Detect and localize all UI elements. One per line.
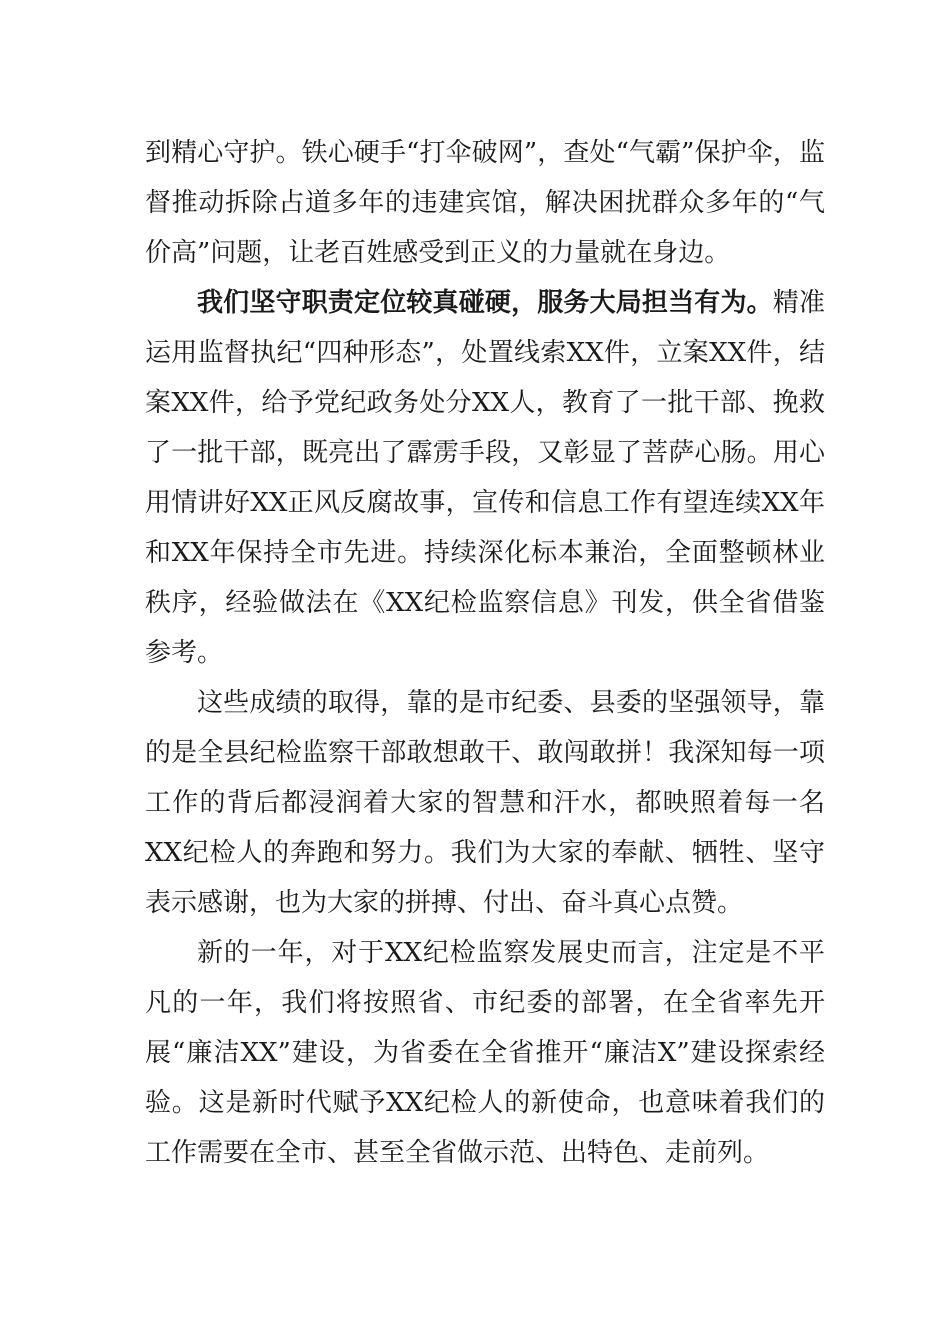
paragraph-1 [145, 128, 825, 278]
paragraph-3 [145, 678, 825, 928]
document-body [145, 128, 825, 1178]
paragraph-1-text: 到精心守护。铁心硬手“打伞破网”，查处“气霸”保护伞，监督推动拆除占道多年的违建宾馆，解决困扰群众多年的“气价高”问题，让老百姓感受到正义的力量就在身边。 [145, 138, 825, 268]
paragraph-2-text: 精准运用监督执纪“四种形态”，处置线索XX件，立案XX件，结案XX件，给予党纪政务处分XX人，教育了一批干部、挽救了一批干部，既亮出了霹雳手段，又彰显了菩萨心肠。用心用情讲好XX正风反腐故事，宣传和信息工作有望连续XX年和XX年保持全市先进。持续深化标本兼治，全面整顿林业秩序，经验做法在《XX纪检监察信息》刊发，供全省借鉴参考。 [145, 288, 825, 668]
paragraph-2-lead: 我们坚守职责定位较真碰硬，服务大局担当有为。 [197, 288, 773, 318]
paragraph-4 [145, 928, 825, 1178]
paragraph-4-text: 新的一年，对于XX纪检监察发展史而言，注定是不平凡的一年，我们将按照省、市纪委的部署，在全省率先开展“廉洁XX”建设，为省委在全省推开“廉洁X”建设探索经验。这是新时代赋予XX纪检人的新使命，也意味着我们的工作需要在全市、甚至全省做示范、出特色、走前列。 [145, 938, 825, 1168]
paragraph-3-text: 这些成绩的取得，靠的是市纪委、县委的坚强领导，靠的是全县纪检监察干部敢想敢干、敢闯敢拼！我深知每一项工作的背后都浸润着大家的智慧和汗水，都映照着每一名XX纪检人的奔跑和努力。我们为大家的奉献、牺牲、坚守表示感谢，也为大家的拼搏、付出、奋斗真心点赞。 [145, 688, 825, 918]
paragraph-2 [145, 278, 825, 678]
